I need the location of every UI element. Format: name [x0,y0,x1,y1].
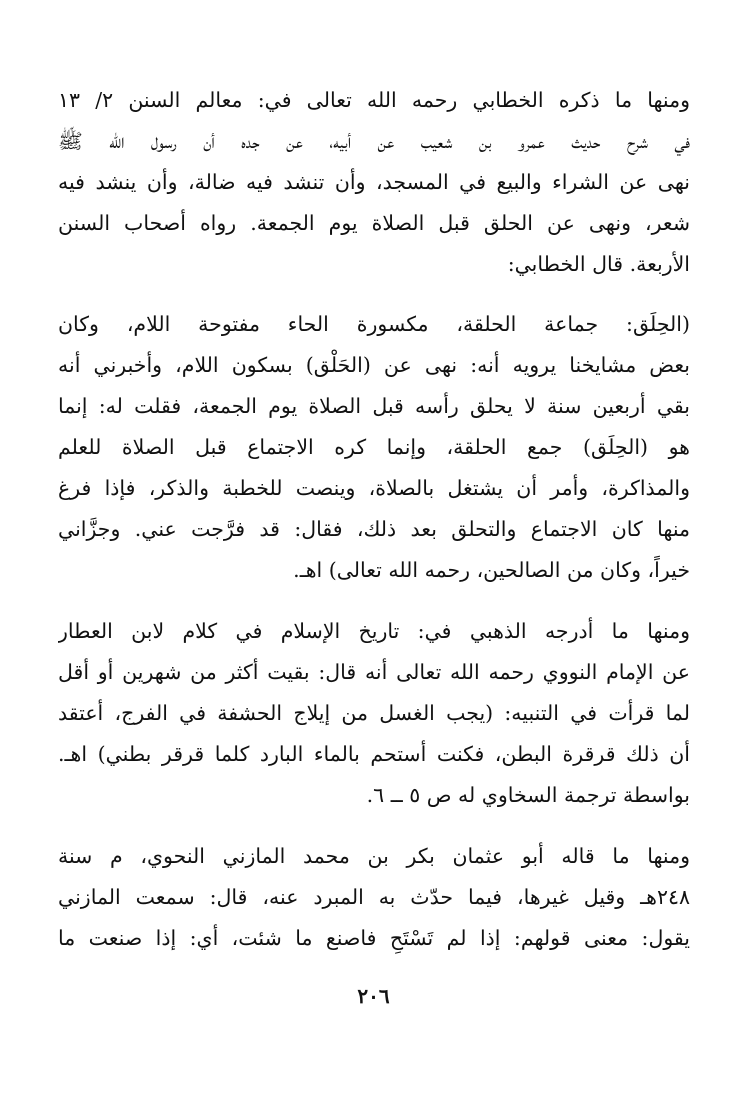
text-line: ومنها ما أدرجه الذهبي في: تاريخ الإسلام في كلام لابن العطار [58,619,690,643]
text-line: ٢٤٨هـ وقيل غيرها، فيما حدّث به المبرد عنه، قال: سمعت المازني [58,885,690,909]
text-line: نهى عن الشراء والبيع في المسجد، وأن تنشد فيه ضالة، وأن ينشد فيه [58,170,690,194]
text-line: يقول: معنى قولهم: إذا لم تَسْتَحِ فاصنع ما شئت، أي: إذا صنعت ما [58,926,690,950]
paragraph-khattabi-quote [58,304,690,591]
text-line: (الحِلَق: جماعة الحلقة، مكسورة الحاء مفتوحة اللام، وكان [58,312,690,336]
text-line: بواسطة ترجمة السخاوي له ص ٥ ــ ٦. [366,783,690,807]
text-line: والمذاكرة، وأمر أن يشتغل بالصلاة، وينصت للخطبة والذكر، فإذا فرغ [58,476,690,500]
text-line: بقي أربعين سنة لا يحلق رأسه قبل الصلاة يوم الجمعة، فقلت له: إنما [58,394,690,418]
paragraph-mazini [58,836,690,959]
page-body [58,80,690,959]
text-line: ومنها ما ذكره الخطابي رحمه الله تعالى في: معالم السنن ٢/ ١٣ [58,88,690,112]
text-line: الأربعة. قال الخطابي: [507,252,690,276]
paragraph-khattabi-intro [58,80,690,285]
text-line: خيراً، وكان من الصالحين، رحمه الله تعالى) اهـ. [293,558,690,582]
text-line: شعر، ونهى عن الحلق قبل الصلاة يوم الجمعة. رواه أصحاب السنن [58,211,690,235]
text-line: عن الإمام النووي رحمه الله تعالى أنه قال: بقيت أكثر من شهرين أو أقل [58,660,690,684]
paragraph-dhahabi [58,611,690,816]
text-line: أن ذلك قرقرة البطن، فكنت أستحم بالماء البارد كلما قرقر بطني) اهـ. [58,742,690,766]
text-line: لما قرأت في التنبيه: (يجب الغسل من إيلاج الحشفة في الفرج، أعتقد [58,701,690,725]
text-line: منها كان الاجتماع والتحلق بعد ذلك، فقال: قد فرَّجت عني. وجزَّاني [58,517,690,541]
text-line: بعض مشايخنا يرويه أنه: نهى عن (الحَلْق) بسكون اللام، وأخبرني أنه [58,353,690,377]
text-line: في شرح حديث عمرو بن شعيب عن أبيه، عن جده أن رسول الله ﷺ [58,129,690,153]
text-line: ومنها ما قاله أبو عثمان بكر بن محمد المازني النحوي، م سنة [58,844,690,868]
page-number: ٢٠٦ [357,984,390,1008]
text-line: هو (الحِلَق) جمع الحلقة، وإنما كره الاجتماع قبل الصلاة للعلم [58,435,690,459]
